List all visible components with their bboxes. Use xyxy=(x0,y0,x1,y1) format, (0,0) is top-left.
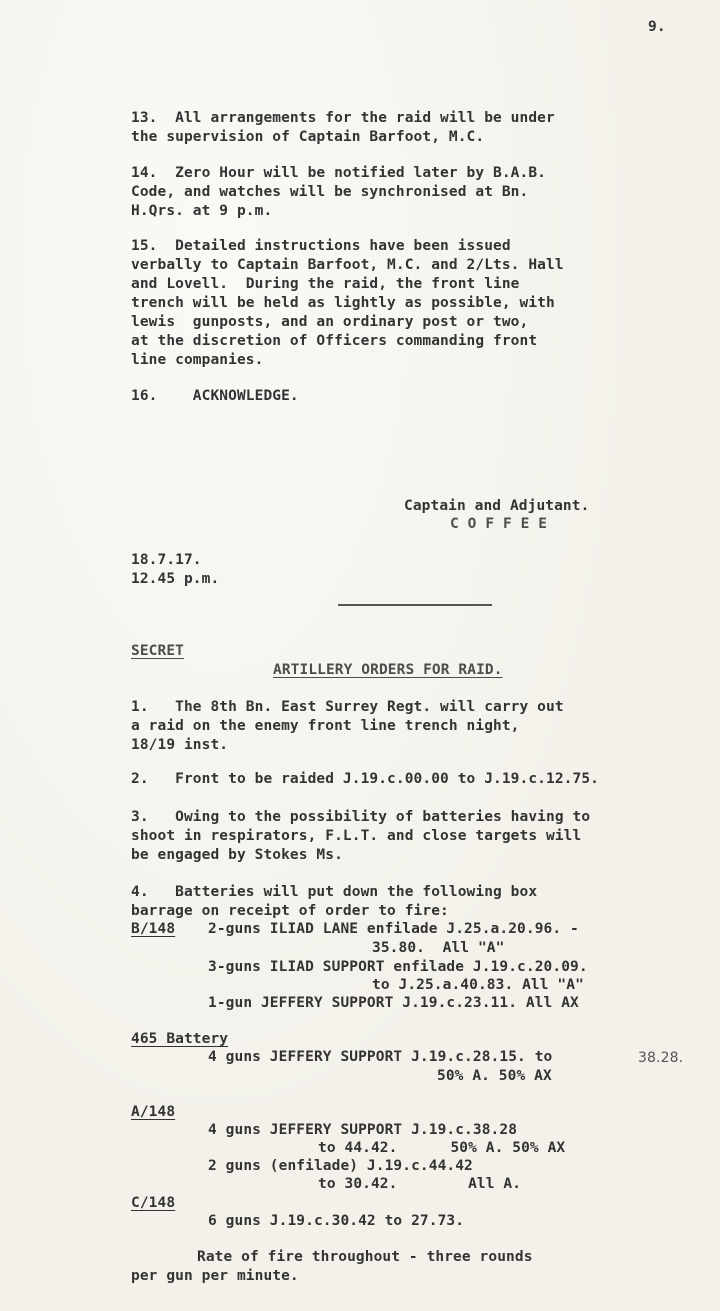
order-4-line-1: 4. Batteries will put down the following box xyxy=(131,884,538,900)
para-15-line-3: and Lovell. During the raid, the front line xyxy=(131,276,520,292)
para-15-line-6: at the discretion of Officers commanding front xyxy=(131,333,538,349)
date: 18.7.17. xyxy=(131,552,202,568)
rate-line-1: Rate of fire throughout - three rounds xyxy=(197,1249,533,1265)
battery-b148-line-5: 1-gun JEFFERY SUPPORT J.19.c.23.11. All AX xyxy=(208,995,579,1011)
order-3-line-2: shoot in respirators, F.L.T. and close targets will xyxy=(131,828,582,844)
battery-b148-line-3: 3-guns ILIAD SUPPORT enfilade J.19.c.20.09. xyxy=(208,959,588,975)
battery-a148-line-3: 2 guns (enfilade) J.19.c.44.42 xyxy=(208,1158,473,1174)
order-1-line-3: 18/19 inst. xyxy=(131,737,229,753)
para-14-line-1: 14. Zero Hour will be notified later by B.A.B. xyxy=(131,165,546,181)
order-2: 2. Front to be raided J.19.c.00.00 to J.19.c.12.75. xyxy=(131,771,599,787)
para-13-line-2: the supervision of Captain Barfoot, M.C. xyxy=(131,129,485,145)
battery-c148-line-1: 6 guns J.19.c.30.42 to 27.73. xyxy=(208,1213,465,1229)
para-15-line-7: line companies. xyxy=(131,352,264,368)
battery-465-line-1: 4 guns JEFFERY SUPPORT J.19.c.28.15. to xyxy=(208,1049,553,1065)
para-14-line-2: Code, and watches will be synchronised at Bn. xyxy=(131,184,529,200)
battery-a148-line-1: 4 guns JEFFERY SUPPORT J.19.c.38.28 xyxy=(208,1122,518,1138)
rate-line-2: per gun per minute. xyxy=(131,1268,299,1284)
battery-465-label: 465 Battery xyxy=(131,1031,229,1047)
battery-a148-label: A/148 xyxy=(131,1104,176,1120)
page-number: 9. xyxy=(648,19,666,35)
order-1-line-1: 1. The 8th Bn. East Surrey Regt. will carry out xyxy=(131,699,564,715)
battery-b148-line-4: to J.25.a.40.83. All "A" xyxy=(372,977,584,993)
battery-465-handwritten-note: 38.28. xyxy=(638,1050,684,1066)
para-15-line-4: trench will be held as lightly as possible, with xyxy=(131,295,555,311)
battery-a148-line-4: to 30.42. All A. xyxy=(318,1176,522,1192)
order-3-line-3: be engaged by Stokes Ms. xyxy=(131,847,343,863)
para-15-line-5: lewis gunposts, and an ordinary post or two, xyxy=(131,314,529,330)
signature-title: Captain and Adjutant. xyxy=(404,498,590,514)
para-16: 16. ACKNOWLEDGE. xyxy=(131,388,299,404)
battery-b148-line-2: 35.80. All "A" xyxy=(372,940,505,956)
battery-b148-line-1: 2-guns ILIAD LANE enfilade J.25.a.20.96. - xyxy=(208,921,579,937)
order-4-line-2: barrage on receipt of order to fire: xyxy=(131,903,449,919)
order-3-line-1: 3. Owing to the possibility of batteries having to xyxy=(131,809,591,825)
battery-465-line-2: 50% A. 50% AX xyxy=(437,1068,552,1084)
battery-c148-label: C/148 xyxy=(131,1195,176,1211)
battery-a148-line-2: to 44.42. 50% A. 50% AX xyxy=(318,1140,566,1156)
signature-code: C O F F E E xyxy=(450,516,548,532)
battery-b148-label: B/148 xyxy=(131,921,176,937)
secret-label: SECRET xyxy=(131,643,184,659)
divider-rule xyxy=(338,604,492,606)
order-1-line-2: a raid on the enemy front line trench night, xyxy=(131,718,520,734)
para-13-line-1: 13. All arrangements for the raid will be under xyxy=(131,110,555,126)
para-14-line-3: H.Qrs. at 9 p.m. xyxy=(131,203,273,219)
section-heading: ARTILLERY ORDERS FOR RAID. xyxy=(273,662,503,678)
para-15-line-2: verbally to Captain Barfoot, M.C. and 2/Lts. Hall xyxy=(131,257,564,273)
para-15-line-1: 15. Detailed instructions have been issued xyxy=(131,238,511,254)
time: 12.45 p.m. xyxy=(131,571,220,587)
